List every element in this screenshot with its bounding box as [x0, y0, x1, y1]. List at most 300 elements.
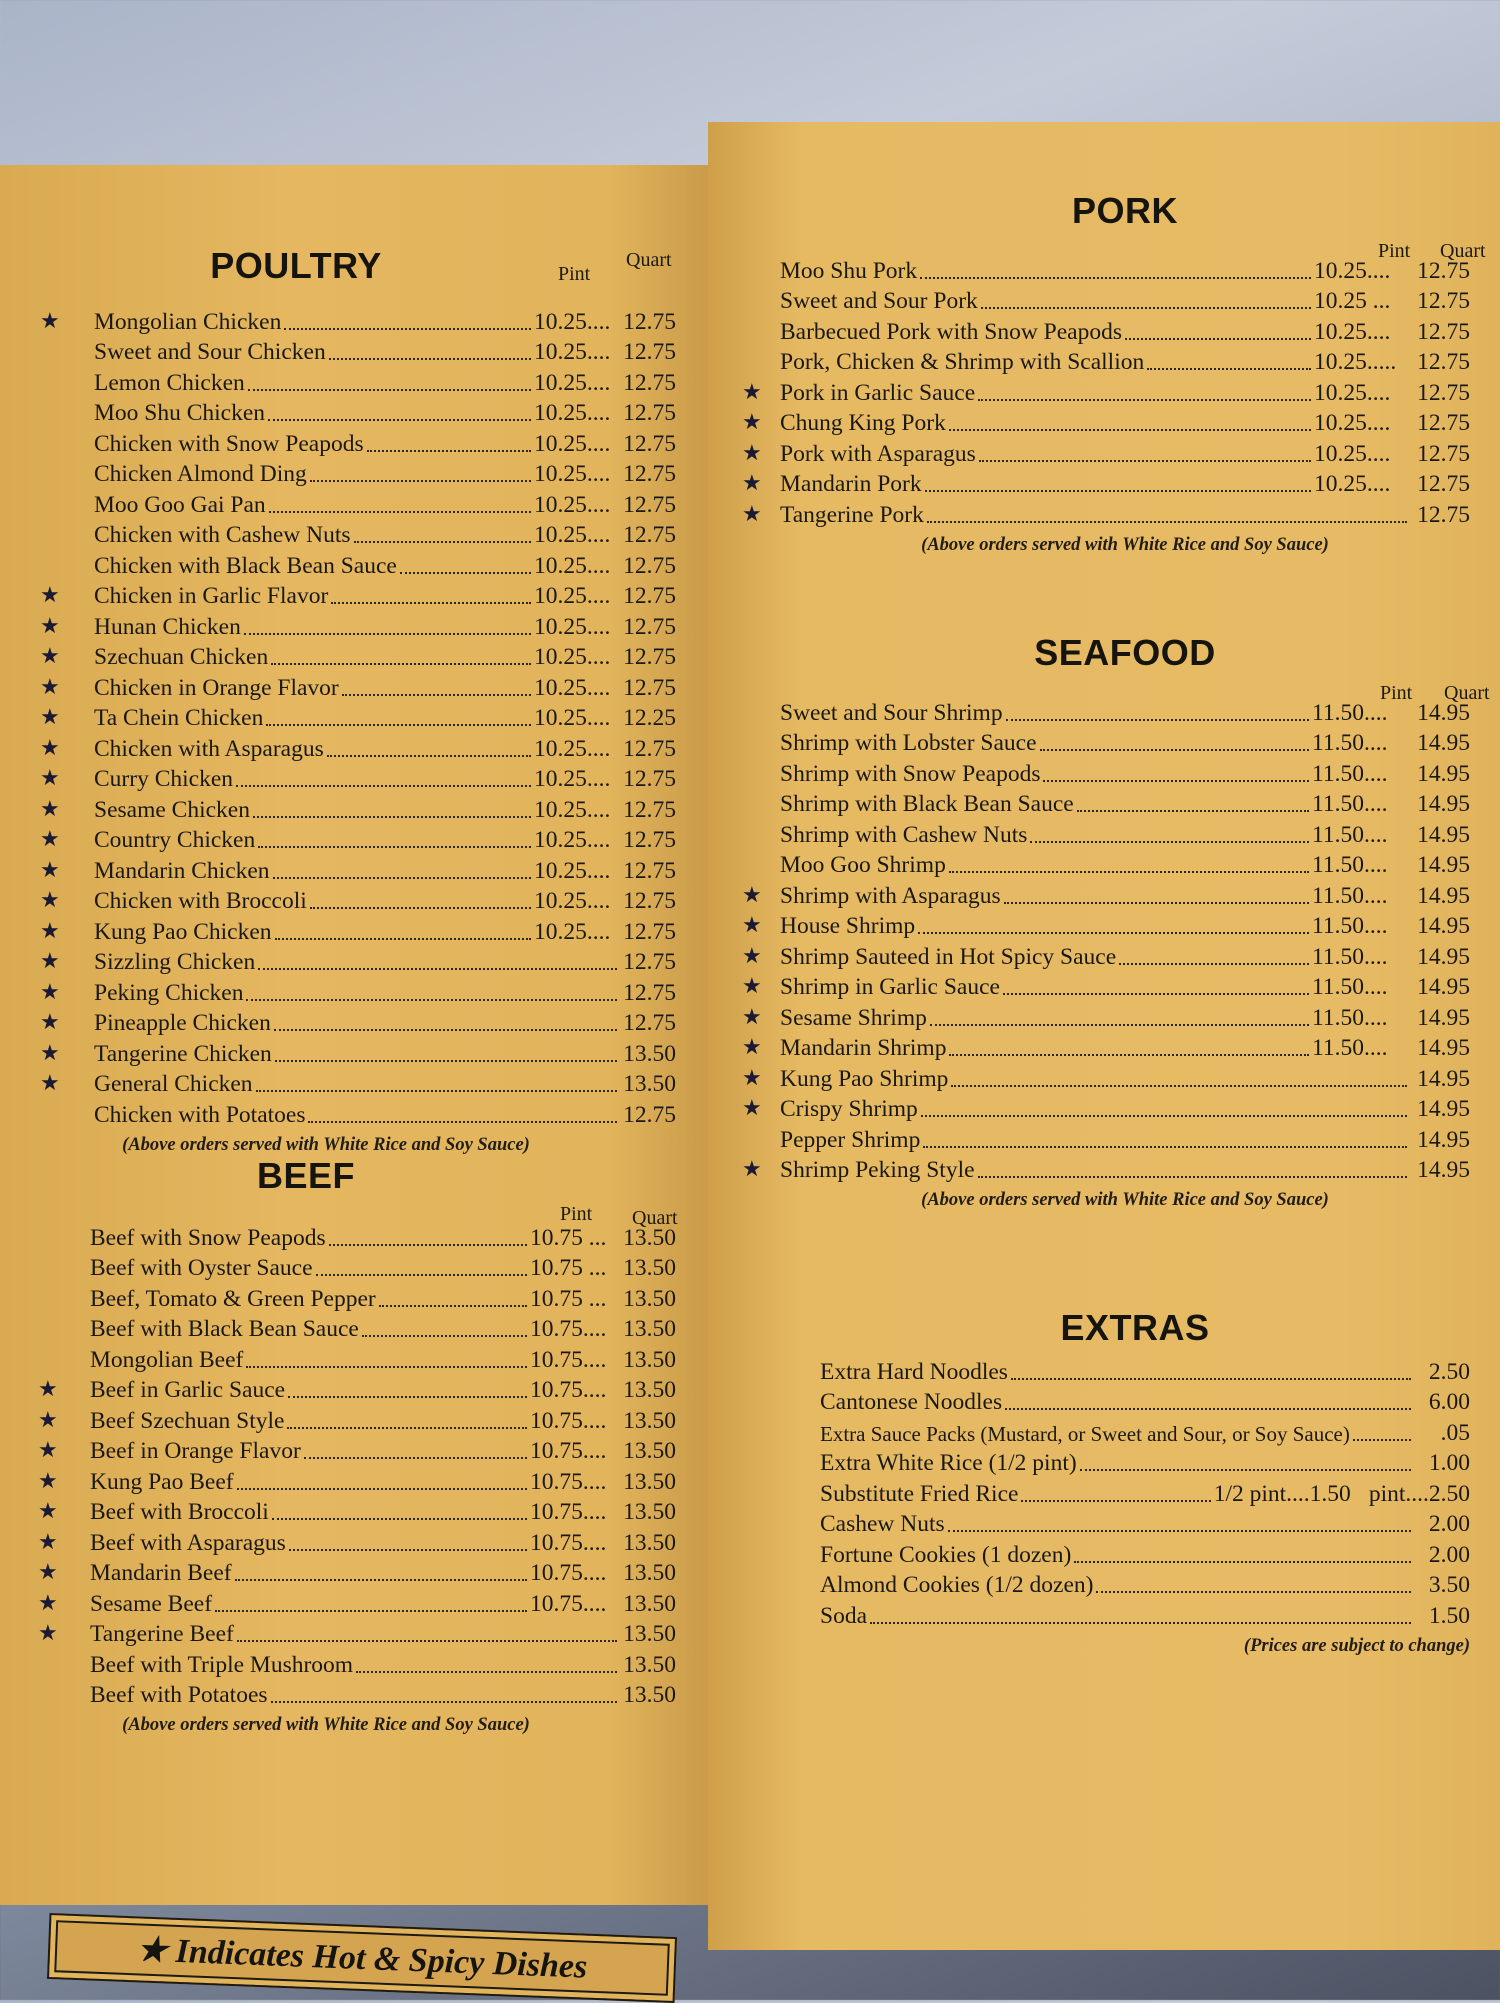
pint-price: 10.25....	[1314, 257, 1391, 284]
extras-item	[820, 1508, 1470, 1539]
dot-leader	[272, 1518, 527, 1520]
pint-price: 10.25....	[534, 918, 611, 945]
spicy-star-icon: ★	[40, 612, 60, 638]
dot-leader	[923, 1146, 1407, 1148]
quart-price: 13.50	[623, 1621, 676, 1647]
spicy-star-icon: ★	[742, 942, 762, 968]
dot-leader	[927, 521, 1407, 523]
quart-price: 14.95	[1417, 882, 1470, 909]
dot-leader	[951, 1085, 1407, 1087]
quart-price: 14.95	[1417, 974, 1470, 1000]
quart-price: 13.50	[623, 1316, 676, 1342]
spicy-star-icon: ★	[742, 439, 762, 465]
quart-price: 12.75	[623, 888, 676, 914]
pint-price: 10.25....	[1314, 440, 1391, 467]
dot-leader	[979, 460, 1311, 462]
dot-leader	[308, 1121, 617, 1123]
menu-item	[742, 437, 1470, 468]
menu-item	[40, 854, 676, 885]
quart-price: 12.75	[623, 644, 676, 670]
quart-price: 12.75	[1417, 379, 1470, 406]
spicy-star-icon: ★	[742, 1064, 762, 1090]
menu-item-name: Chicken in Orange Flavor	[94, 674, 339, 701]
menu-item	[40, 885, 676, 916]
menu-item	[40, 732, 676, 763]
dot-leader	[244, 633, 531, 635]
pint-price: 10.75....	[530, 1499, 607, 1525]
menu-item	[40, 641, 676, 672]
dot-leader	[316, 1274, 527, 1276]
pint-price: 10.75....	[530, 1590, 607, 1617]
pint-price: 10.75....	[530, 1377, 607, 1403]
spicy-star-icon: ★	[38, 1376, 58, 1401]
quart-price: 13.50	[623, 1499, 676, 1525]
spicy-star-icon: ★	[40, 1070, 60, 1095]
beef-list	[38, 1221, 676, 1709]
pint-price: 11.50....	[1312, 1004, 1388, 1031]
dot-leader	[287, 1427, 527, 1429]
dot-leader	[1119, 963, 1309, 965]
seafood-title: SEAFOOD	[1034, 632, 1216, 673]
spicy-star-icon: ★	[742, 409, 762, 434]
pint-price: 10.25....	[534, 644, 611, 670]
extras-price: 1.50	[1428, 1602, 1470, 1629]
spicy-star-icon: ★	[40, 582, 60, 607]
spicy-star-icon: ★	[38, 1589, 58, 1615]
quart-price: 14.95	[1417, 1157, 1470, 1183]
quart-price: 12.75	[623, 491, 676, 518]
menu-item	[742, 1154, 1470, 1185]
dot-leader	[215, 1610, 527, 1612]
menu-item	[780, 254, 1470, 285]
quart-price: 12.75	[623, 583, 676, 609]
pint-price: 10.75....	[530, 1438, 607, 1464]
quart-price: 14.95	[1417, 699, 1470, 726]
quart-price: 12.75	[623, 857, 676, 884]
quart-price: 12.75	[623, 552, 676, 579]
spicy-star-icon: ★	[38, 1437, 58, 1462]
quart-price: 13.50	[623, 1407, 676, 1434]
quart-price: 13.50	[623, 1346, 676, 1373]
menu-item-name: Kung Pao Shrimp	[780, 1065, 949, 1092]
menu-item	[40, 305, 676, 336]
pint-column-header: Pint	[1378, 240, 1411, 262]
extras-note: (Prices are subject to change)	[1243, 1635, 1470, 1656]
dot-leader	[1353, 1439, 1411, 1441]
pint-price: 10.25 ...	[1314, 288, 1391, 314]
menu-item	[40, 946, 676, 977]
quart-price: 14.95	[1417, 913, 1470, 939]
menu-item	[38, 1587, 676, 1618]
extras-item	[820, 1447, 1470, 1478]
spicy-star-icon: ★	[40, 917, 60, 943]
menu-item-name: Sweet and Sour Pork	[780, 288, 978, 314]
spicy-star-icon: ★	[38, 1498, 58, 1523]
pint-price: 10.25....	[1314, 471, 1391, 497]
menu-item	[46, 1313, 676, 1344]
dot-leader	[925, 490, 1311, 492]
menu-item	[40, 976, 676, 1007]
spicy-star-icon: ★	[40, 1039, 60, 1065]
menu-item-name: Country Chicken	[94, 827, 256, 853]
menu-item-name: Moo Shu Pork	[780, 257, 918, 284]
pint-price: 10.75....	[530, 1346, 607, 1373]
spicy-star-icon: ★	[742, 1003, 762, 1029]
quart-column-header: Quart	[626, 249, 672, 271]
extras-item	[820, 1416, 1470, 1447]
menu-item-name: Moo Goo Gai Pan	[94, 491, 266, 518]
quart-price: 12.75	[623, 308, 676, 335]
dot-leader	[1080, 1469, 1411, 1471]
menu-item-name: Kung Pao Chicken	[94, 918, 272, 945]
quart-price: 13.50	[623, 1590, 676, 1617]
menu-item	[40, 1007, 676, 1038]
menu-item-name: Shrimp Sauteed in Hot Spicy Sauce	[780, 943, 1117, 970]
dot-leader	[379, 1305, 527, 1307]
menu-item	[742, 971, 1470, 1002]
dot-leader	[978, 1176, 1407, 1178]
menu-item-name: Pork, Chicken & Shrimp with Scallion	[780, 349, 1145, 375]
menu-item	[46, 1282, 676, 1313]
dot-leader	[275, 1060, 617, 1062]
quart-price: 13.50	[623, 1651, 676, 1678]
pint-price: 11.50....	[1312, 760, 1388, 787]
menu-item-name: Barbecued Pork with Snow Peapods	[780, 318, 1123, 345]
spicy-star-icon: ★	[38, 1528, 58, 1554]
spicy-star-icon: ★	[742, 1095, 762, 1120]
menu-item-name: Beef in Garlic Sauce	[90, 1377, 286, 1403]
pork-list	[742, 254, 1470, 529]
spicy-star-icon: ★	[742, 1156, 762, 1181]
extras-item	[820, 1599, 1470, 1630]
dot-leader	[948, 1530, 1411, 1532]
menu-item	[46, 519, 676, 550]
menu-item-name: Sweet and Sour Shrimp	[780, 699, 1003, 726]
spicy-star-icon: ★	[742, 912, 762, 937]
menu-item	[742, 1001, 1470, 1032]
pint-price: 10.25....	[534, 796, 611, 823]
menu-item-name: Peking Chicken	[94, 979, 244, 1006]
pint-price: 11.50....	[1312, 730, 1388, 756]
dot-leader	[1147, 368, 1311, 370]
extras-item-name: Extra Hard Noodles	[820, 1358, 1008, 1385]
dot-leader	[978, 399, 1311, 401]
menu-item	[742, 1093, 1470, 1124]
dot-leader	[367, 450, 531, 452]
half-pint-price: 1/2 pint....1.50	[1213, 1480, 1351, 1507]
dot-leader	[921, 1115, 1407, 1117]
pint-price: 10.25....	[534, 461, 611, 487]
dot-leader	[310, 907, 531, 909]
pint-price: 11.50....	[1312, 699, 1388, 726]
quart-price: 12.75	[623, 796, 676, 823]
dot-leader	[275, 938, 531, 940]
menu-item-name: Sesame Chicken	[94, 796, 250, 823]
pint-price: 11.50....	[1312, 821, 1388, 848]
menu-item-name: Beef with Oyster Sauce	[90, 1255, 313, 1281]
quart-price: 12.75	[623, 461, 676, 487]
pint-price: 11.50....	[1312, 913, 1388, 939]
quart-price: 14.95	[1417, 1065, 1470, 1092]
quart-price: 12.75	[1417, 257, 1470, 284]
pint-price: 10.25....	[534, 430, 611, 457]
extras-item	[820, 1386, 1470, 1417]
dot-leader	[269, 511, 531, 513]
dot-leader	[342, 694, 531, 696]
dot-leader	[235, 1579, 527, 1581]
menu-item	[46, 1221, 676, 1252]
dot-leader	[1021, 1500, 1210, 1502]
dot-leader	[1077, 810, 1309, 812]
pork-title: PORK	[1071, 190, 1178, 231]
spicy-star-icon: ★	[40, 795, 60, 821]
dot-leader	[354, 541, 531, 543]
quart-price: 12.75	[1417, 440, 1470, 467]
menu-item	[40, 824, 676, 855]
quart-price: 14.95	[1417, 852, 1470, 878]
dot-leader	[256, 1090, 617, 1092]
pint-price: 10.25....	[534, 827, 611, 853]
quart-price: 14.95	[1417, 1004, 1470, 1031]
dot-leader	[273, 877, 531, 879]
dot-leader	[870, 1622, 1411, 1624]
poultry-section	[40, 245, 676, 1156]
pint-price: 10.25....	[534, 613, 611, 640]
menu-item-name: Pineapple Chicken	[94, 1010, 271, 1036]
menu-item	[742, 940, 1470, 971]
menu-item	[40, 702, 676, 733]
spicy-star-icon: ★	[40, 765, 60, 790]
menu-item-name: Shrimp Peking Style	[780, 1157, 975, 1183]
pint-price: 10.25....	[534, 766, 611, 792]
menu-item	[742, 910, 1470, 941]
quart-column-header: Quart	[1440, 240, 1486, 262]
pint-column-header: Pint	[560, 1203, 593, 1225]
seafood-list	[742, 696, 1470, 1184]
menu-item	[780, 315, 1470, 346]
dot-leader	[271, 663, 531, 665]
quart-price: 12.75	[1417, 501, 1470, 528]
menu-item	[46, 1252, 676, 1283]
quart-price: 12.75	[623, 735, 676, 762]
pork-section	[742, 190, 1486, 556]
menu-item	[780, 346, 1470, 377]
pint-price: 10.25....	[534, 857, 611, 884]
dot-leader	[329, 358, 531, 360]
menu-item-name: Chung King Pork	[780, 410, 946, 436]
menu-item-name: Beef with Snow Peapods	[90, 1224, 326, 1251]
menu-item-name: Shrimp in Garlic Sauce	[780, 974, 1000, 1000]
menu-item-name: Tangerine Chicken	[94, 1040, 272, 1067]
dot-leader	[949, 429, 1311, 431]
pint-column-header: Pint	[558, 263, 591, 285]
spicy-star-icon: ★	[742, 470, 762, 495]
menu-item-name: Mandarin Shrimp	[780, 1035, 947, 1061]
spicy-star-icon: ★	[742, 881, 762, 907]
quart-price: 12.75	[623, 369, 676, 396]
menu-item	[46, 427, 676, 458]
spicy-star-icon: ★	[38, 1467, 58, 1493]
menu-item-name: Chicken with Cashew Nuts	[94, 522, 351, 548]
pint-price: 10.75....	[530, 1316, 607, 1342]
quart-column-header: Quart	[1444, 682, 1490, 704]
dot-leader	[356, 1671, 617, 1673]
dot-leader	[1006, 719, 1309, 721]
extras-price: 2.50	[1428, 1358, 1470, 1385]
seafood-section	[742, 632, 1490, 1211]
quart-price: 13.50	[623, 1468, 676, 1495]
menu-item	[46, 549, 676, 580]
dot-leader	[327, 755, 531, 757]
dot-leader	[1096, 1591, 1411, 1593]
menu-item	[38, 1618, 676, 1649]
dot-leader	[237, 1640, 617, 1642]
menu-item	[780, 727, 1470, 758]
menu-item-name: Chicken with Black Bean Sauce	[94, 552, 397, 579]
menu-item-name: Ta Chein Chicken	[94, 705, 264, 731]
dot-leader	[949, 871, 1309, 873]
dot-leader	[362, 1335, 527, 1337]
dot-leader	[274, 1029, 617, 1031]
menu-item	[40, 1068, 676, 1099]
quart-price: 14.95	[1417, 1096, 1470, 1122]
dot-leader	[289, 1549, 527, 1551]
pint-price: 10.25....	[534, 552, 611, 579]
quart-price: 13.50	[623, 1071, 676, 1097]
extras-item	[820, 1477, 1470, 1508]
beef-note: (Above orders served with White Rice and Soy Sauce)	[122, 1715, 530, 1735]
extras-item	[820, 1569, 1470, 1600]
poultry-note: (Above orders served with White Rice and Soy Sauce)	[122, 1134, 530, 1155]
poultry-title: POULTRY	[210, 245, 382, 286]
menu-item	[46, 458, 676, 489]
extras-item-name: Cashew Nuts	[820, 1511, 945, 1537]
quart-price: 13.50	[623, 1438, 676, 1464]
extras-item-name: Substitute Fried Rice	[820, 1480, 1019, 1507]
pint-price: 11.50....	[1312, 974, 1388, 1000]
quart-price: 12.75	[1417, 410, 1470, 436]
pint-price: 10.25....	[534, 339, 611, 365]
menu-item-name: Beef Szechuan Style	[90, 1407, 285, 1434]
extras-item-name: Extra White Rice (1/2 pint)	[820, 1450, 1077, 1476]
pint-price: 10.25....	[534, 491, 611, 518]
extras-item-name: Soda	[820, 1602, 867, 1629]
menu-item-name: Shrimp with Lobster Sauce	[780, 730, 1037, 756]
extras-item-name: Almond Cookies (1/2 dozen)	[820, 1572, 1094, 1598]
pint-price: 10.25....	[534, 735, 611, 762]
extras-price: 2.00	[1428, 1541, 1470, 1568]
spicy-star-icon: ★	[742, 973, 762, 998]
menu-item-name: Chicken with Asparagus	[94, 735, 324, 762]
menu-item-name: Pepper Shrimp	[780, 1126, 921, 1153]
beef-title: BEEF	[256, 1155, 355, 1196]
extras-price: 1.00	[1428, 1450, 1470, 1476]
menu-item-name: Mandarin Pork	[780, 471, 922, 497]
quart-price: 14.95	[1417, 730, 1470, 756]
menu-item-name: Beef with Potatoes	[90, 1682, 268, 1708]
menu-item-name: Moo Shu Chicken	[94, 400, 266, 426]
dot-leader	[918, 932, 1309, 934]
menu-item	[780, 1123, 1470, 1154]
pint-price: 10.25....	[534, 705, 611, 731]
menu-item	[742, 498, 1470, 529]
dot-leader	[253, 816, 531, 818]
menu-item-name: Curry Chicken	[94, 766, 234, 792]
menu-item-name: House Shrimp	[780, 913, 916, 939]
menu-item-name: Shrimp with Snow Peapods	[780, 760, 1041, 787]
dot-leader	[331, 602, 531, 604]
quart-price: 13.50	[623, 1682, 676, 1708]
pint-price: 10.25....	[534, 400, 611, 426]
dot-leader	[1003, 993, 1309, 995]
menu-item-name: Beef with Black Bean Sauce	[90, 1316, 359, 1342]
menu-item	[38, 1557, 676, 1588]
menu-item-name: Mandarin Chicken	[94, 857, 270, 884]
quart-price: 12.75	[623, 522, 676, 548]
spicy-star-icon: ★	[40, 307, 60, 333]
pint-column-header: Pint	[1380, 682, 1413, 704]
quart-column-header: Quart	[632, 1207, 678, 1229]
menu-item-name: Chicken with Potatoes	[94, 1101, 306, 1128]
quart-price: 12.75	[623, 827, 676, 853]
menu-left-panel	[0, 165, 715, 1986]
quart-price: 12.75	[1417, 318, 1470, 345]
quart-price: 14.95	[1417, 1035, 1470, 1061]
menu-item	[742, 1062, 1470, 1093]
spicy-legend-box	[47, 1913, 677, 2003]
pint-price: 10.25....	[534, 308, 611, 335]
quart-price: 12.75	[623, 339, 676, 365]
quart-price: 12.75	[623, 613, 676, 640]
menu-item-name: Sweet and Sour Chicken	[94, 339, 326, 365]
menu-item	[38, 1374, 676, 1405]
menu-item-name: Kung Pao Beef	[90, 1468, 234, 1495]
beef-section	[38, 1155, 678, 1736]
menu-item	[38, 1526, 676, 1557]
pint-price: pint....2.50	[1368, 1480, 1470, 1507]
pint-price: 10.25....	[534, 369, 611, 396]
menu-item	[46, 1098, 676, 1129]
menu-item	[38, 1435, 676, 1466]
menu-item	[40, 763, 676, 794]
menu-item	[742, 407, 1470, 438]
quart-price: 14.95	[1417, 1126, 1470, 1153]
menu-item-name: Beef with Broccoli	[90, 1499, 269, 1525]
quart-price: 12.75	[1417, 288, 1470, 314]
quart-price: 13.50	[623, 1377, 676, 1403]
quart-price: 12.75	[1417, 471, 1470, 497]
menu-item	[38, 1465, 676, 1496]
menu-item-name: Tangerine Beef	[90, 1621, 234, 1647]
dot-leader	[246, 1366, 527, 1368]
pint-price: 10.75 ...	[530, 1224, 607, 1251]
extras-item	[820, 1538, 1470, 1569]
dot-leader	[310, 480, 531, 482]
menu-item	[38, 1496, 676, 1527]
menu-item-name: Shrimp with Black Bean Sauce	[780, 791, 1074, 817]
quart-price: 13.50	[623, 1224, 676, 1251]
menu-item-name: Sesame Beef	[90, 1590, 213, 1617]
menu-item	[40, 1037, 676, 1068]
quart-price: 12.75	[623, 1010, 676, 1036]
extras-title: EXTRAS	[1060, 1307, 1210, 1348]
dot-leader	[271, 1701, 617, 1703]
menu-item-name: Pork in Garlic Sauce	[780, 379, 976, 406]
spicy-star-icon: ★	[38, 1559, 58, 1584]
pint-price: 10.25.....	[1314, 349, 1397, 375]
spicy-star-icon: ★	[40, 826, 60, 851]
extras-price: 6.00	[1428, 1389, 1470, 1415]
